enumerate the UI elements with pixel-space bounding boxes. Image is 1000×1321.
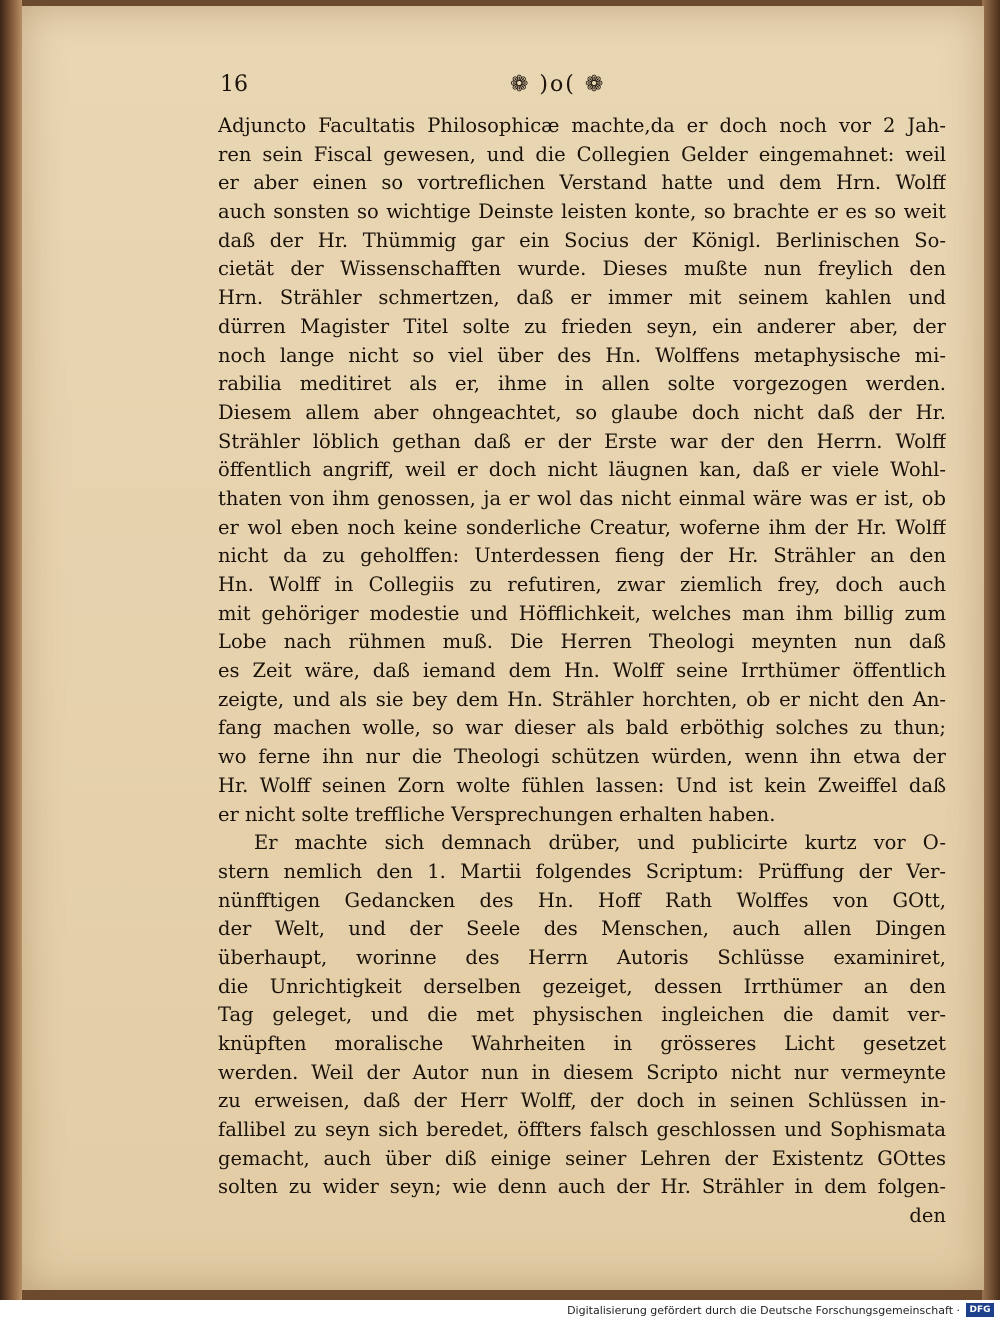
text-line: Strähler löblich gethan daß er der Erste war der den Herrn. Wolff — [218, 429, 946, 453]
text-line: cietät der Wissenschafften wurde. Dieses mußte nun freylich den — [218, 257, 946, 281]
text-line: gemacht, auch über diß einige seiner Lehren der Existentz GOttes — [218, 1146, 946, 1170]
text-line: Hrn. Strähler schmertzen, daß er immer mit seinem kahlen und — [218, 286, 946, 310]
text-line: fallibel zu seyn sich beredet, öffters falsch geschlossen und Sophismata — [218, 1118, 946, 1142]
page-body-text — [218, 112, 946, 1231]
book-spine-edge — [0, 0, 22, 1300]
text-line: daß der Hr. Thümmig gar ein Socius der Königl. Berlinischen So- — [218, 228, 946, 252]
text-line: knüpften moralische Wahrheiten in grösseres Licht gesetzet — [218, 1032, 946, 1055]
text-line: Hn. Wolff in Collegiis zu refutiren, zwar ziemlich frey, doch auch — [218, 573, 946, 596]
footer-bar — [0, 1300, 1000, 1321]
text-line: mit gehöriger modestie und Höfflichkeit, welches man ihm billig zum — [218, 601, 946, 625]
text-line: zeigte, und als sie bey dem Hn. Strähler horchten, ob er nicht den An- — [218, 687, 946, 711]
text-line: stern nemlich den 1. Martii folgendes Scriptum: Prüffung der Ver- — [218, 859, 946, 883]
text-line: wo ferne ihn nur die Theologi schützen würden, wenn ihn etwa der — [218, 745, 946, 769]
text-line: ren sein Fiscal gewesen, und die Collegien Gelder eingemahnet: weil — [218, 142, 946, 166]
text-line: zu erweisen, daß der Herr Wolff, der doch in seinen Schlüssen in- — [218, 1089, 946, 1113]
text-line: rabilia meditiret als er, ihme in allen solte vorgezogen werden. — [218, 372, 946, 396]
text-line: die Unrichtigkeit derselben gezeiget, dessen Irrthümer an den — [218, 974, 946, 998]
text-line: auch sonsten so wichtige Deinste leisten konte, so brachte er es so weit — [218, 200, 946, 224]
text-line: werden. Weil der Autor nun in diesem Scripto nicht nur vermeynte — [218, 1060, 946, 1084]
dfg-logo: DFG — [966, 1303, 994, 1317]
text-line: überhaupt, worinne des Herrn Autoris Schlüsse examiniret, — [218, 945, 946, 969]
text-line: Diesem allem aber ohngeachtet, so glaube doch nicht daß der Hr. — [218, 400, 946, 424]
text-line: nicht da zu geholffen: Unterdessen fieng der Hr. Strähler an den — [218, 544, 946, 568]
text-line: er wol eben noch keine sonderliche Creatur, woferne ihm der Hr. Wolff — [218, 515, 946, 539]
text-line: Hr. Wolff seinen Zorn wolte fühlen lassen: Und ist kein Zweiffel daß — [218, 773, 946, 797]
text-line: nünfftigen Gedancken des Hn. Hoff Rath Wolffes von GOtt, — [218, 888, 946, 912]
text-line: Lobe nach rühmen muß. Die Herren Theologi meynten nun daß — [218, 630, 946, 654]
text-line: dürren Magister Titel solte zu frieden seyn, ein anderer aber, der — [218, 314, 946, 338]
page-right-edge — [982, 0, 1000, 1300]
text-line: solten zu wider seyn; wie denn auch der Hr. Strähler in dem folgen- — [218, 1175, 946, 1199]
text-line: Er machte sich demnach drüber, und publicirte kurtz vor O- — [254, 831, 946, 855]
text-line: Tag geleget, und die met physischen ingleichen die damit ver- — [218, 1003, 946, 1027]
text-line: noch lange nicht so viel über des Hn. Wolffens metaphysische mi- — [218, 343, 946, 367]
text-line: thaten von ihm genossen, ja er wol das nicht einmal wäre was er ist, ob — [218, 486, 946, 510]
text-line: fang machen wolle, so war dieser als bald erböthig solches zu thun; — [218, 716, 946, 740]
text-line: es Zeit wäre, daß iemand dem Hn. Wolff seine Irrthümer öffentlich — [218, 659, 946, 683]
funding-credit: Digitalisierung gefördert durch die Deutsche Forschungsgemeinschaft · — [567, 1304, 960, 1317]
text-line: er nicht solte treffliche Versprechungen erhalten haben. — [218, 802, 776, 826]
page-number: 16 — [220, 72, 248, 97]
text-line: der Welt, und der Seele des Menschen, auch allen Dingen — [218, 917, 946, 941]
text-line: er aber einen so vortreflichen Verstand hatte und dem Hrn. Wolff — [218, 171, 946, 195]
text-line: Adjuncto Facultatis Philosophicæ machte,da er doch noch vor 2 Jah- — [218, 114, 946, 137]
text-line: öffentlich angriff, weil er doch nicht läugnen kan, daß er viele Wohl- — [218, 458, 946, 482]
catchword: den — [909, 1204, 946, 1228]
header-ornament: ❁ )o( ❁ — [510, 72, 606, 97]
